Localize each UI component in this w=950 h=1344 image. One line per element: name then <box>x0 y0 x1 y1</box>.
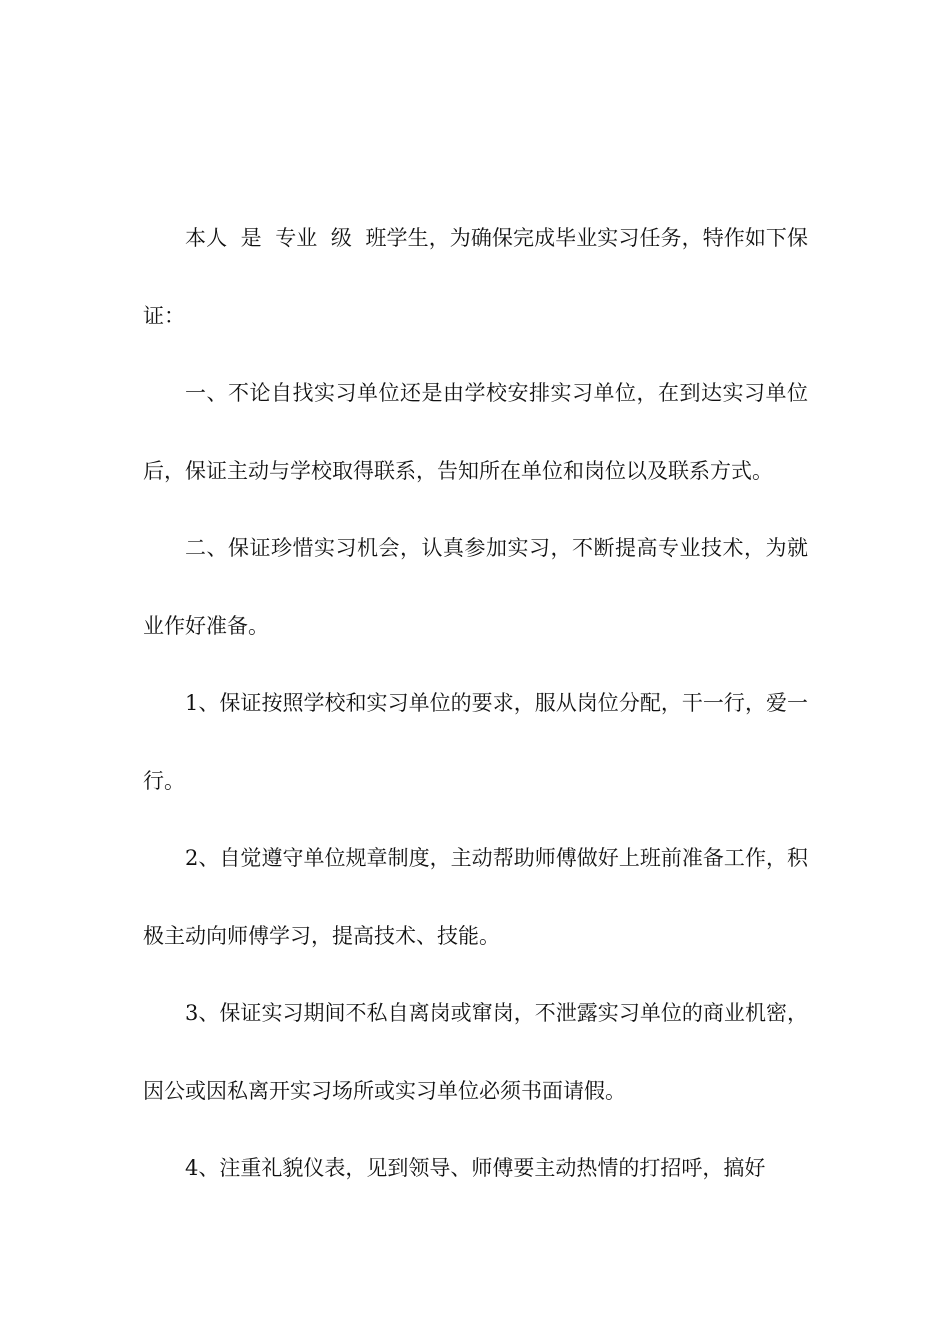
paragraph-intro: 本人 是 专业 级 班学生，为确保完成毕业实习任务，特作如下保证： <box>143 226 808 328</box>
paragraph-point-1: 1、保证按照学校和实习单位的要求，服从岗位分配，干一行，爱一行。 <box>143 691 808 793</box>
document-body <box>143 200 808 1208</box>
paragraph-item-one: 一、不论自找实习单位还是由学校安排实习单位，在到达实习单位后，保证主动与学校取得联系，告知所在单位和岗位以及联系方式。 <box>143 381 808 483</box>
paragraph-point-3: 3、保证实习期间不私自离岗或窜岗，不泄露实习单位的商业机密，因公或因私离开实习场所或实习单位必须书面请假。 <box>143 1001 808 1103</box>
paragraph-point-2: 2、自觉遵守单位规章制度，主动帮助师傅做好上班前准备工作，积极主动向师傅学习，提高技术、技能。 <box>143 846 808 948</box>
paragraph-point-4: 4、注重礼貌仪表，见到领导、师傅要主动热情的打招呼，搞好 <box>185 1156 766 1180</box>
paragraph-item-two: 二、保证珍惜实习机会，认真参加实习，不断提高专业技术，为就业作好准备。 <box>143 536 808 638</box>
